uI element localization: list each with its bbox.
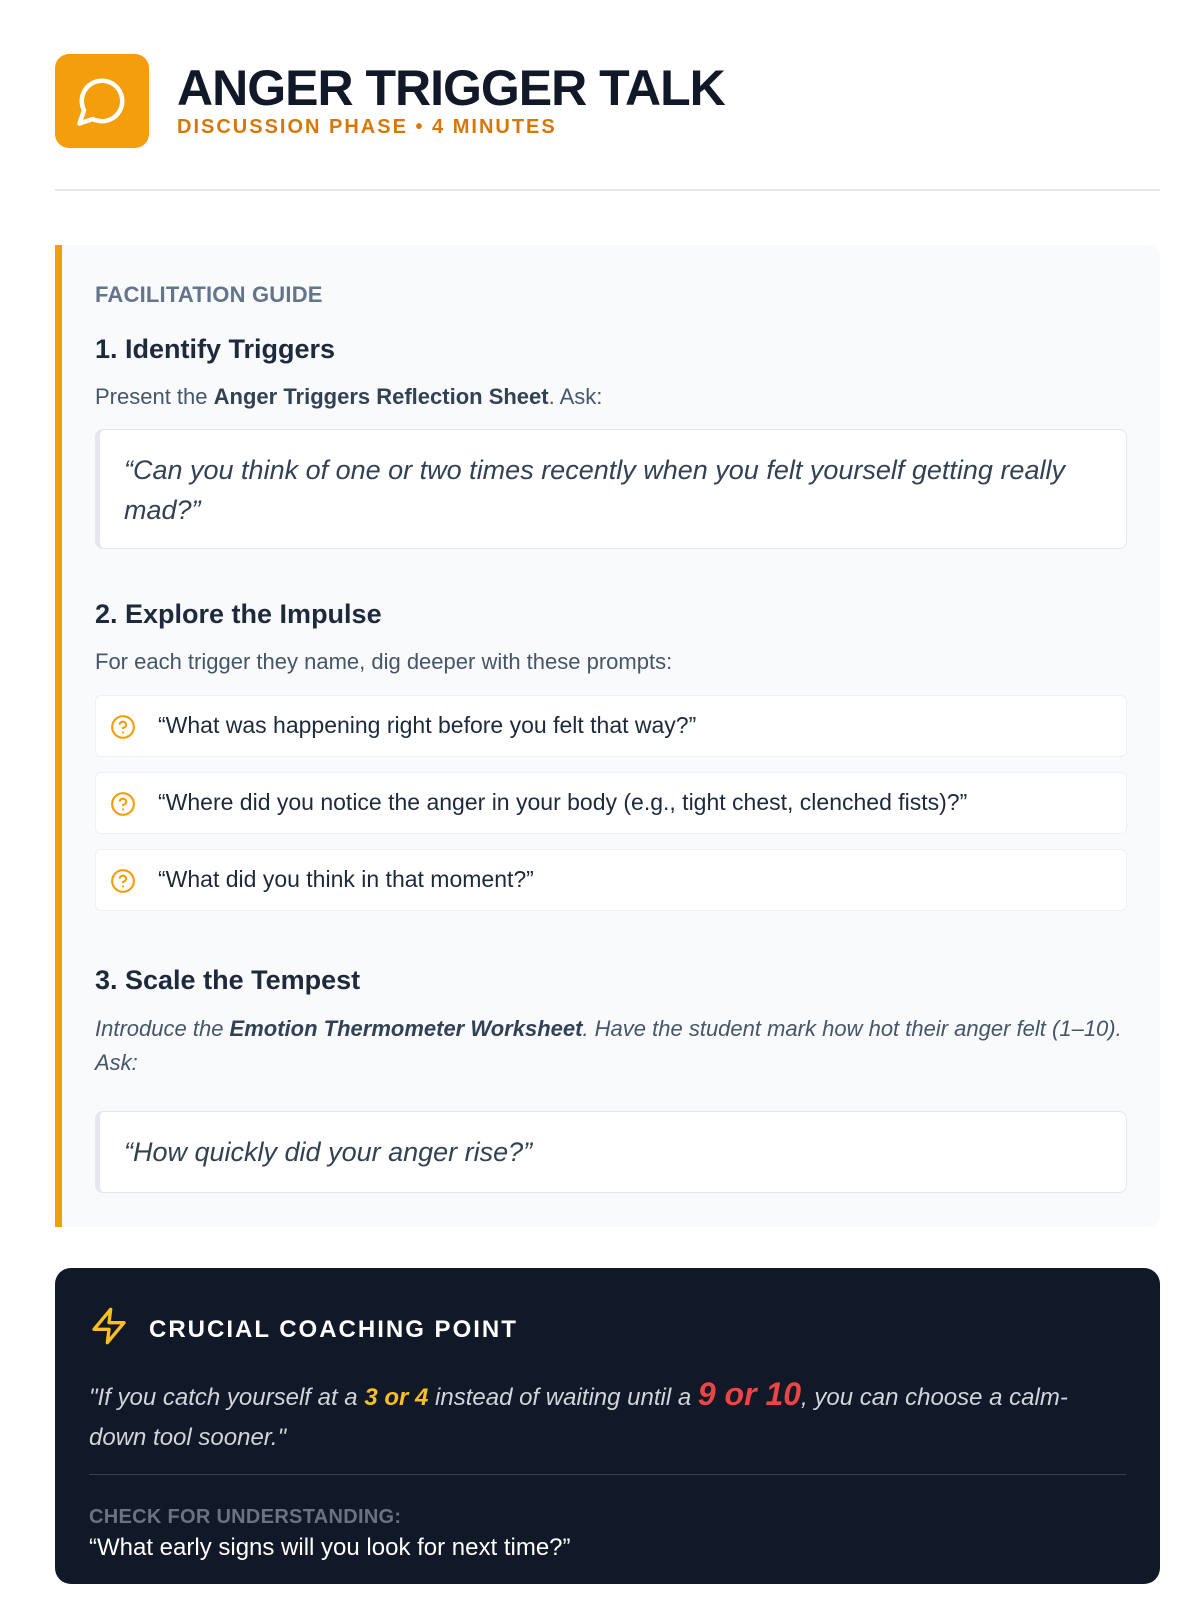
coaching-divider [89, 1474, 1126, 1475]
step-1-text-before: Present the [95, 384, 214, 409]
prompt-text: “What did you think in that moment?” [158, 866, 534, 892]
coaching-point-card [55, 1268, 1160, 1584]
check-for-understanding-question: “What early signs will you look for next time?” [89, 1534, 571, 1561]
prompt-item [95, 695, 1127, 757]
prompt-item [95, 849, 1127, 911]
page-subtitle: DISCUSSION PHASE • 4 MINUTES [177, 116, 557, 138]
question-circle-icon [110, 714, 136, 740]
lightning-bolt-icon [89, 1306, 129, 1346]
prompt-text: “Where did you notice the anger in your body (e.g., tight chest, clenched fists)?” [158, 789, 968, 815]
prompt-item [95, 772, 1127, 834]
step-3-title: 3. Scale the Tempest [95, 965, 361, 995]
logo-tile [55, 54, 149, 148]
step-3-worksheet-name: Emotion Thermometer Worksheet [229, 1016, 583, 1041]
step-2-text: For each trigger they name, dig deeper with these prompts: [95, 649, 673, 674]
coaching-quote [89, 1374, 1120, 1458]
check-for-understanding-label: CHECK FOR UNDERSTANDING: [89, 1506, 402, 1528]
step-1-title: 1. Identify Triggers [95, 334, 336, 364]
step-3-text-before: Introduce the [95, 1016, 230, 1041]
question-circle-icon [110, 868, 136, 894]
step-1-text-after: . Ask: [548, 384, 603, 409]
coaching-quote-part-3: , you can choose a calm-down tool sooner." [89, 1384, 1068, 1451]
prompt-text: “What was happening right before you felt that way?” [158, 712, 697, 738]
step-3-text-after: . Have the student mark how hot their anger felt (1–10). Ask: [95, 1016, 1122, 1075]
coaching-quote-part-2: instead of waiting until a [428, 1384, 698, 1411]
header-divider [55, 189, 1160, 191]
question-circle-icon [110, 791, 136, 817]
facilitation-guide-card [55, 245, 1160, 1227]
step-2-title: 2. Explore the Impulse [95, 599, 382, 629]
coaching-highlight-late: 9 or 10 [697, 1376, 802, 1412]
coaching-highlight-early: 3 or 4 [364, 1384, 429, 1411]
step-1-worksheet-name: Anger Triggers Reflection Sheet [213, 384, 549, 409]
page-title: ANGER TRIGGER TALK [177, 60, 725, 116]
guide-label: FACILITATION GUIDE [95, 282, 323, 307]
chat-bubble-icon [75, 74, 129, 128]
step-3-quote: “How quickly did your anger rise?” [95, 1111, 1127, 1193]
step-1-quote: “Can you think of one or two times recently when you felt yourself getting really mad?” [95, 429, 1127, 549]
coaching-quote-part-1: "If you catch yourself at a [89, 1384, 365, 1411]
header [55, 54, 1160, 150]
step-3-text [95, 1012, 1127, 1080]
step-1-text [95, 380, 1127, 414]
coaching-title: CRUCIAL COACHING POINT [149, 1316, 518, 1343]
